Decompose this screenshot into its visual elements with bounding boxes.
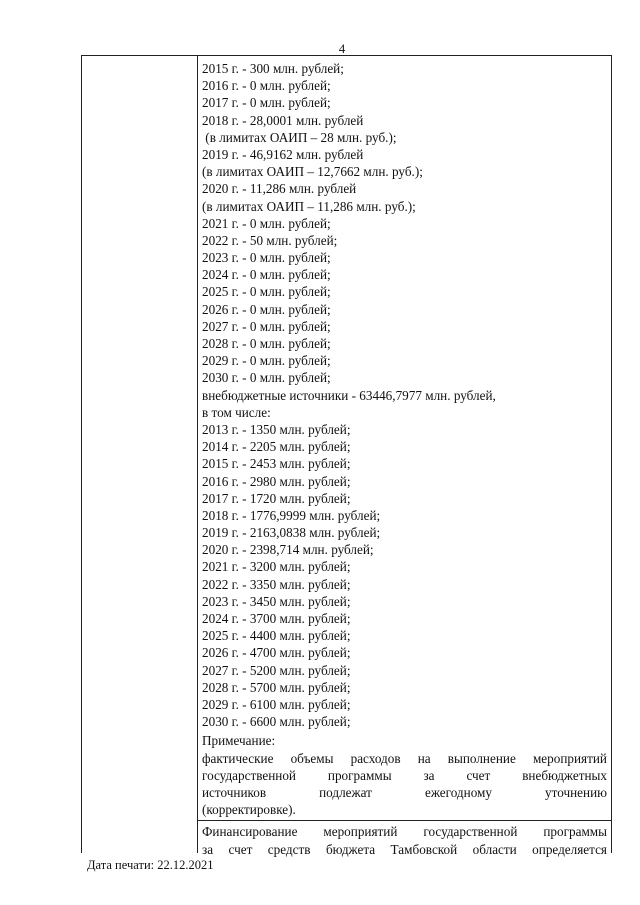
budget-line: 2028 г. - 0 млн. рублей; <box>202 336 331 351</box>
print-date: Дата печати: 22.12.2021 <box>87 858 214 872</box>
table-right-column <box>198 56 611 857</box>
extrabudget-line: 2023 г. - 3450 млн. рублей; <box>202 593 351 609</box>
budget-line: 2026 г. - 0 млн. рублей; <box>202 301 331 317</box>
note-line: государственной программы за счет внебюджетных <box>202 767 607 783</box>
extrabudget-line: 2020 г. - 2398,714 млн. рублей; <box>202 542 374 558</box>
note-line: источников подлежат ежегодному уточнению <box>202 784 607 800</box>
paragraph-divider <box>198 820 611 821</box>
note-line: фактические объемы расходов на выполнение мероприятий <box>202 750 607 766</box>
budget-line: 2022 г. - 50 млн. рублей; <box>202 232 338 248</box>
note-line: (корректировке). <box>202 802 296 818</box>
budget-line: 2023 г. - 0 млн. рублей; <box>202 250 331 266</box>
extrabudget-line: 2014 г. - 2205 млн. рублей; <box>202 439 351 455</box>
financing-line: Финансирование мероприятий государственной программы <box>202 824 607 840</box>
budget-line: 2025 г. - 0 млн. рублей; <box>202 284 331 300</box>
extrabudget-line: 2022 г. - 3350 млн. рублей; <box>202 576 351 592</box>
table-left-column <box>82 56 198 853</box>
budget-line: 2021 г. - 0 млн. рублей; <box>202 215 331 231</box>
extrabudget-including: в том числе: <box>202 404 271 420</box>
budget-line: (в лимитах ОАИП – 11,286 млн. руб.); <box>202 198 416 214</box>
extrabudget-line: 2016 г. - 2980 млн. рублей; <box>202 473 351 489</box>
extrabudget-total: внебюджетные источники - 63446,7977 млн. рублей, <box>202 387 496 403</box>
extrabudget-line: 2026 г. - 4700 млн. рублей; <box>202 645 351 661</box>
budget-line: 2019 г. - 46,9162 млн. рублей <box>202 146 364 162</box>
extrabudget-line: 2027 г. - 5200 млн. рублей; <box>202 662 351 678</box>
extrabudget-line: 2029 г. - 6100 млн. рублей; <box>202 696 351 712</box>
budget-line: 2024 г. - 0 млн. рублей; <box>202 267 331 283</box>
budget-line: 2027 г. - 0 млн. рублей; <box>202 318 331 334</box>
extrabudget-line: 2025 г. - 4400 млн. рублей; <box>202 628 351 644</box>
extrabudget-line: 2019 г. - 2163,0838 млн. рублей; <box>202 525 381 541</box>
extrabudget-line: 2015 г. - 2453 млн. рублей; <box>202 456 351 472</box>
extrabudget-line: 2028 г. - 5700 млн. рублей; <box>202 679 351 695</box>
extrabudget-line: 2017 г. - 1720 млн. рублей; <box>202 490 351 506</box>
page-number: 4 <box>338 41 346 56</box>
budget-years-list <box>202 60 607 387</box>
financing-line: за счет средств бюджета Тамбовской области определяется <box>202 841 607 857</box>
budget-line: 2030 г. - 0 млн. рублей; <box>202 370 331 386</box>
program-passport-table <box>81 55 612 857</box>
budget-line: 2020 г. - 11,286 млн. рублей <box>202 181 357 197</box>
financing-section <box>202 823 607 857</box>
extrabudget-section <box>202 387 607 731</box>
budget-line: (в лимитах ОАИП – 12,7662 млн. руб.); <box>202 164 423 180</box>
budget-line: 2015 г. - 300 млн. рублей; <box>202 61 344 76</box>
budget-line: 2029 г. - 0 млн. рублей; <box>202 353 331 369</box>
extrabudget-line: 2030 г. - 6600 млн. рублей; <box>202 714 351 730</box>
extrabudget-line: 2013 г. - 1350 млн. рублей; <box>202 421 351 437</box>
extrabudget-line: 2024 г. - 3700 млн. рублей; <box>202 611 351 626</box>
extrabudget-line: 2021 г. - 3200 млн. рублей; <box>202 559 351 575</box>
budget-line: 2017 г. - 0 млн. рублей; <box>202 95 331 111</box>
note-section <box>202 732 607 818</box>
budget-line: 2016 г. - 0 млн. рублей; <box>202 78 331 94</box>
note-heading: Примечание: <box>202 733 276 749</box>
extrabudget-line: 2018 г. - 1776,9999 млн. рублей; <box>202 507 381 523</box>
budget-line: 2018 г. - 28,0001 млн. рублей <box>202 112 364 128</box>
budget-line: (в лимитах ОАИП – 28 млн. руб.); <box>202 129 397 145</box>
